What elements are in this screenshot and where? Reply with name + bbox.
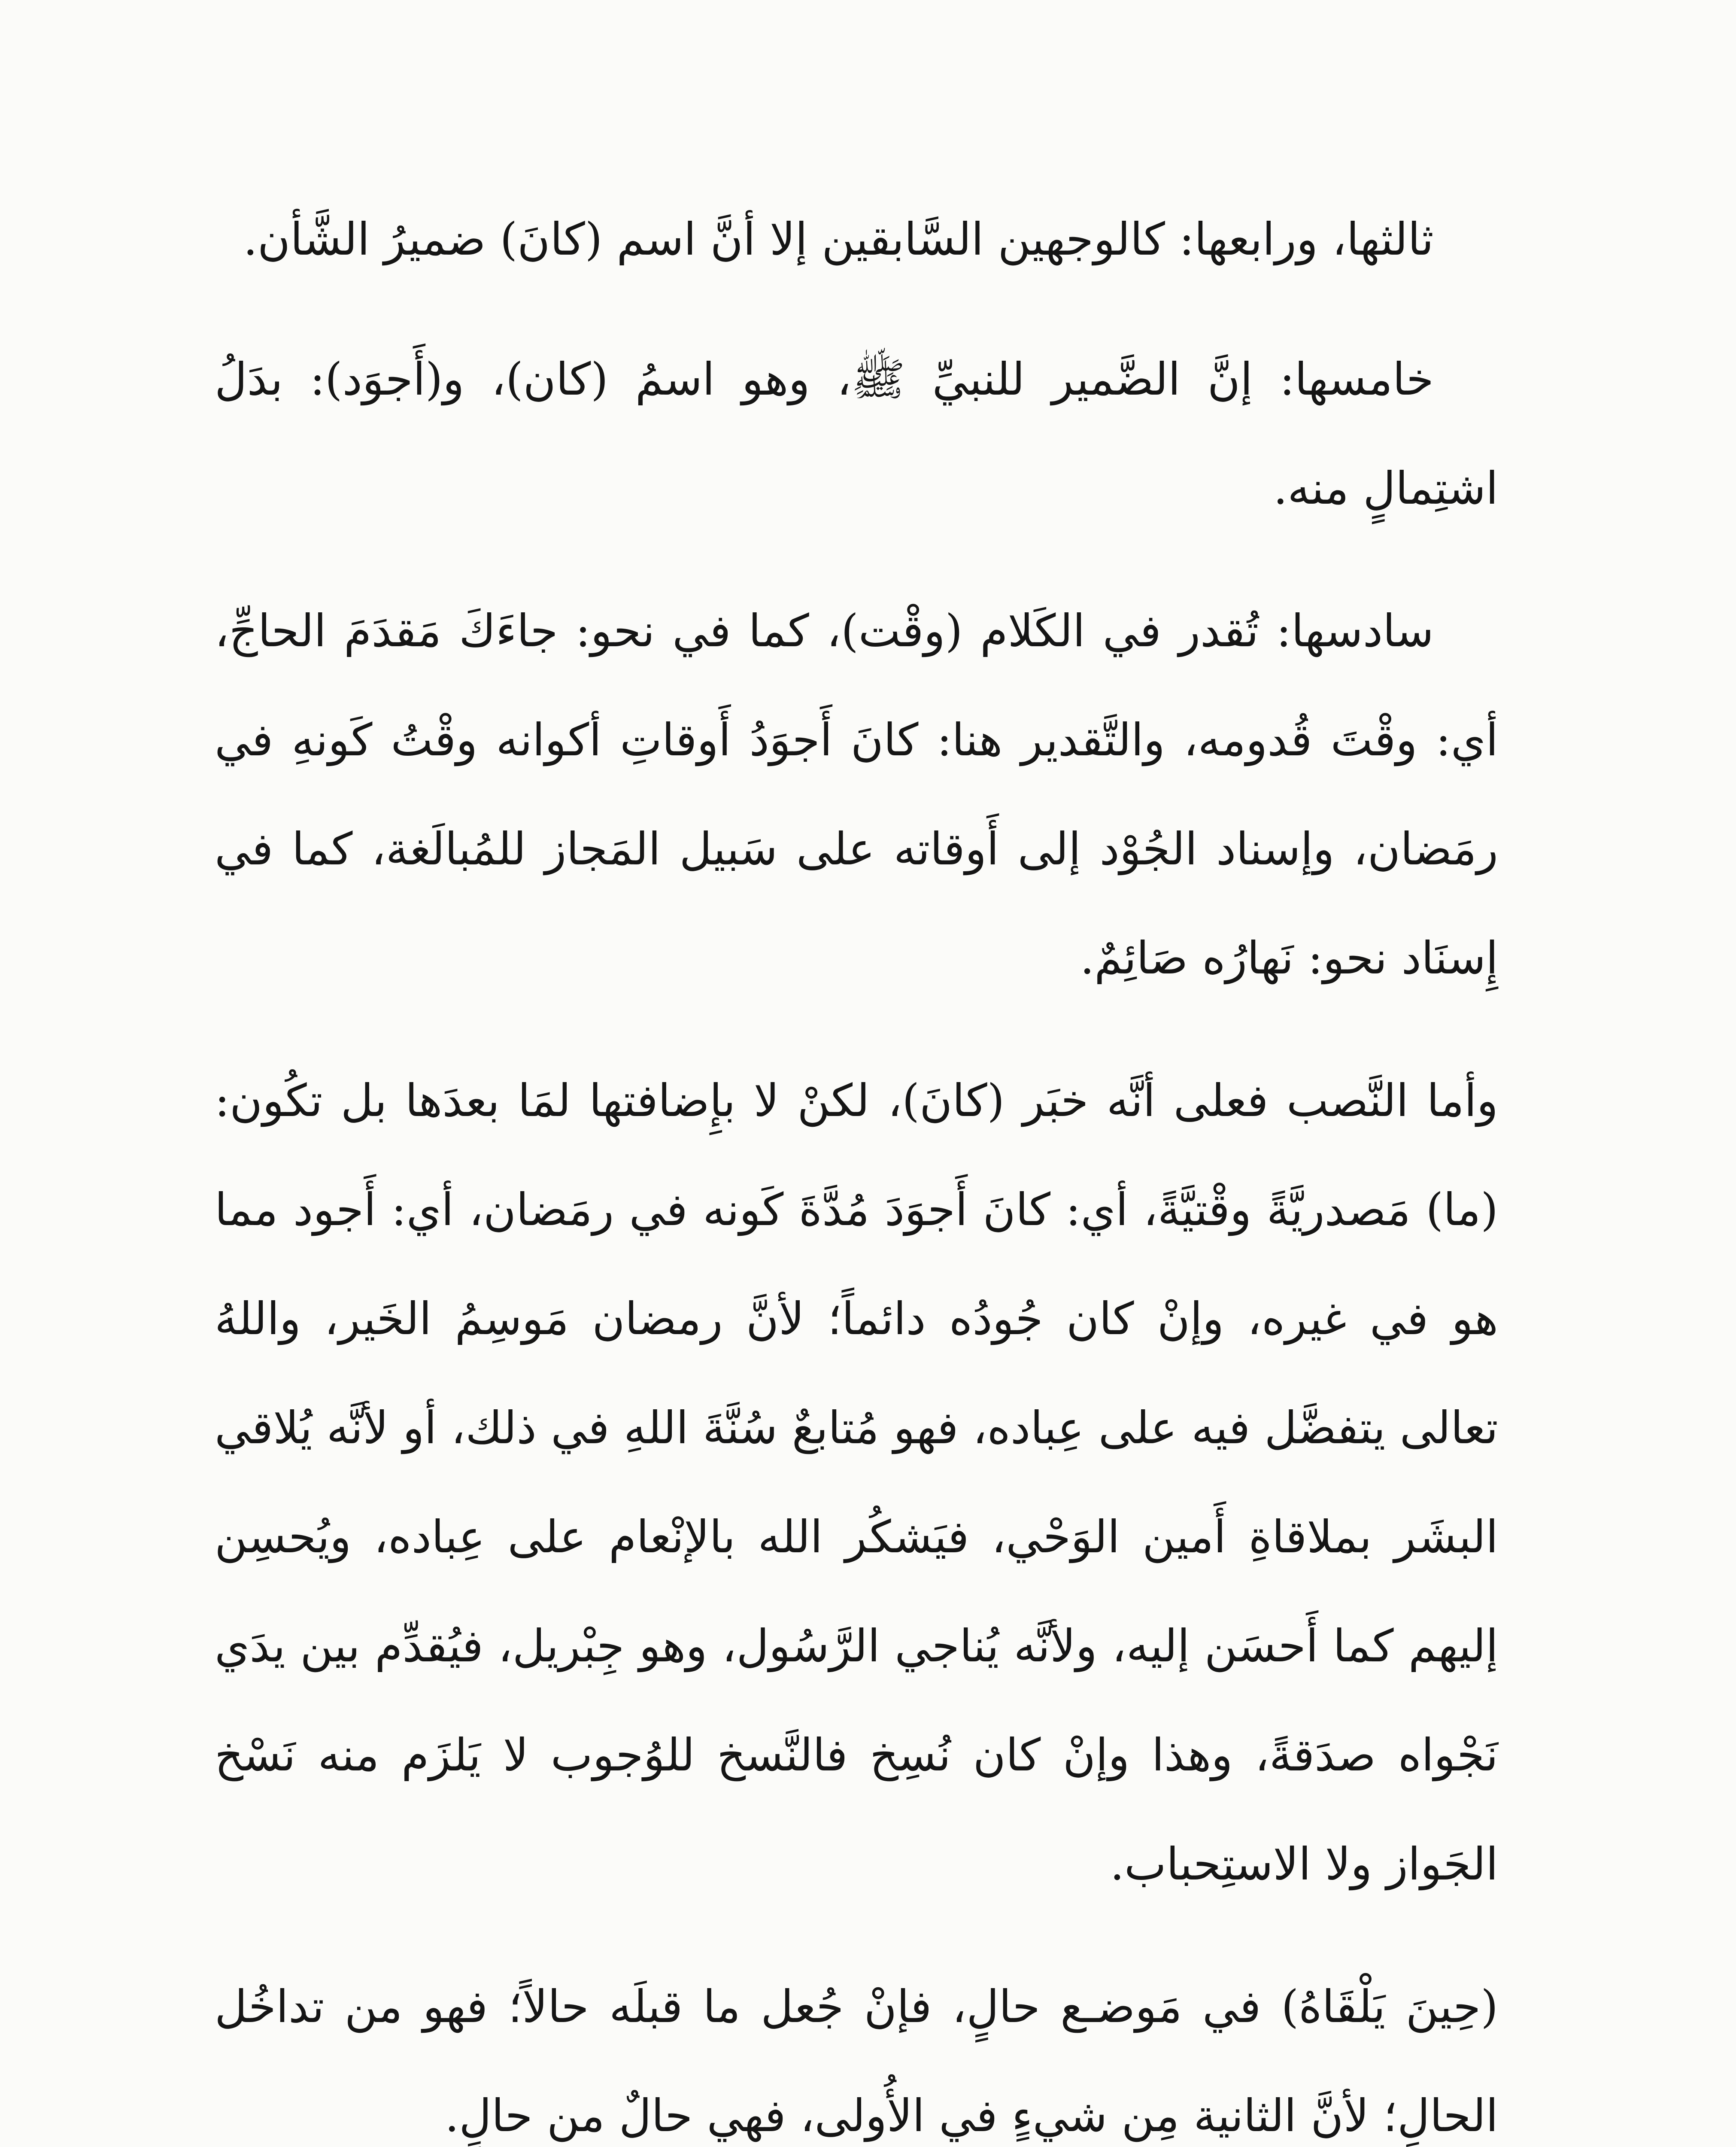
- paragraph-4: وأما النَّصب فعلى أنَّه خبَر (كانَ)، لكنْ لا بإِضافتها لمَا بعدَها بل تكُون: (ما) مَصدريَّةً وقْتيَّةً، أي: كانَ أَجوَدَ مُدَّةَ كَونه في رمَضان، أي: أَجود مما هو في غيره، وإنْ كان جُودُه دائماً؛ لأنَّ رمضان مَوسِمُ الخَير، واللهُ تعالى يتفضَّل فيه على عِباده، فهو مُتابعٌ سُنَّةَ اللهِ في ذلك، أو لأنَّه يُلاقي البشَر بملاقاةِ أَمين الوَحْي، فيَشكُر الله بالإنْعام على عِباده، ويُحسِن إليهم كما أَحسَن إليه، ولأنَّه يُناجي الرَّسُول، وهو جِبْريل، فيُقدِّم بين يدَي نَجْواه صدَقةً، وهذا وإنْ كان نُسِخ فالنَّسخ للوُجوب لا يَلزَم منه نَسْخ الجَواز ولا الاستِحباب.: [215, 1074, 1499, 1890]
- body-text: [215, 185, 1498, 2147]
- paragraph-3: سادسها: تُقدر في الكَلام (وقْت)، كما في نحو: جاءَكَ مَقدَمَ الحاجِّ، أي: وقْتَ قُدومه، والتَّقدير هنا: كانَ أَجوَدُ أَوقاتِ أكوانه وقْتُ كَونهِ في رمَضان، وإسناد الجُوْد إلى أَوقاته على سَبيل المَجاز للمُبالَغة، كما في إِسنَاد نحو: نَهارُه صَائِمٌ.: [215, 605, 1498, 984]
- paragraph-5: (حِينَ يَلْقَاهُ) في مَوضـع حالٍ، فإنْ جُعل ما قبلَه حالاً؛ فهو من تداخُل الحالِ؛ لأنَّ الثانية مِن شيءٍ في الأُولى، فهي حالٌ من حالٍ.: [215, 1980, 1498, 2142]
- paragraph-2: خامسها: إنَّ الضَّمير للنبيِّ ﷺ، وهو اسمُ (كان)، و(أَجوَد): بدَلُ اشتِمالٍ منه.: [215, 353, 1498, 514]
- paragraph-1: ثالثها، ورابعها: كالوجهين السَّابقين إلا أنَّ اسم (كانَ) ضميرُ الشَّأن.: [243, 213, 1434, 265]
